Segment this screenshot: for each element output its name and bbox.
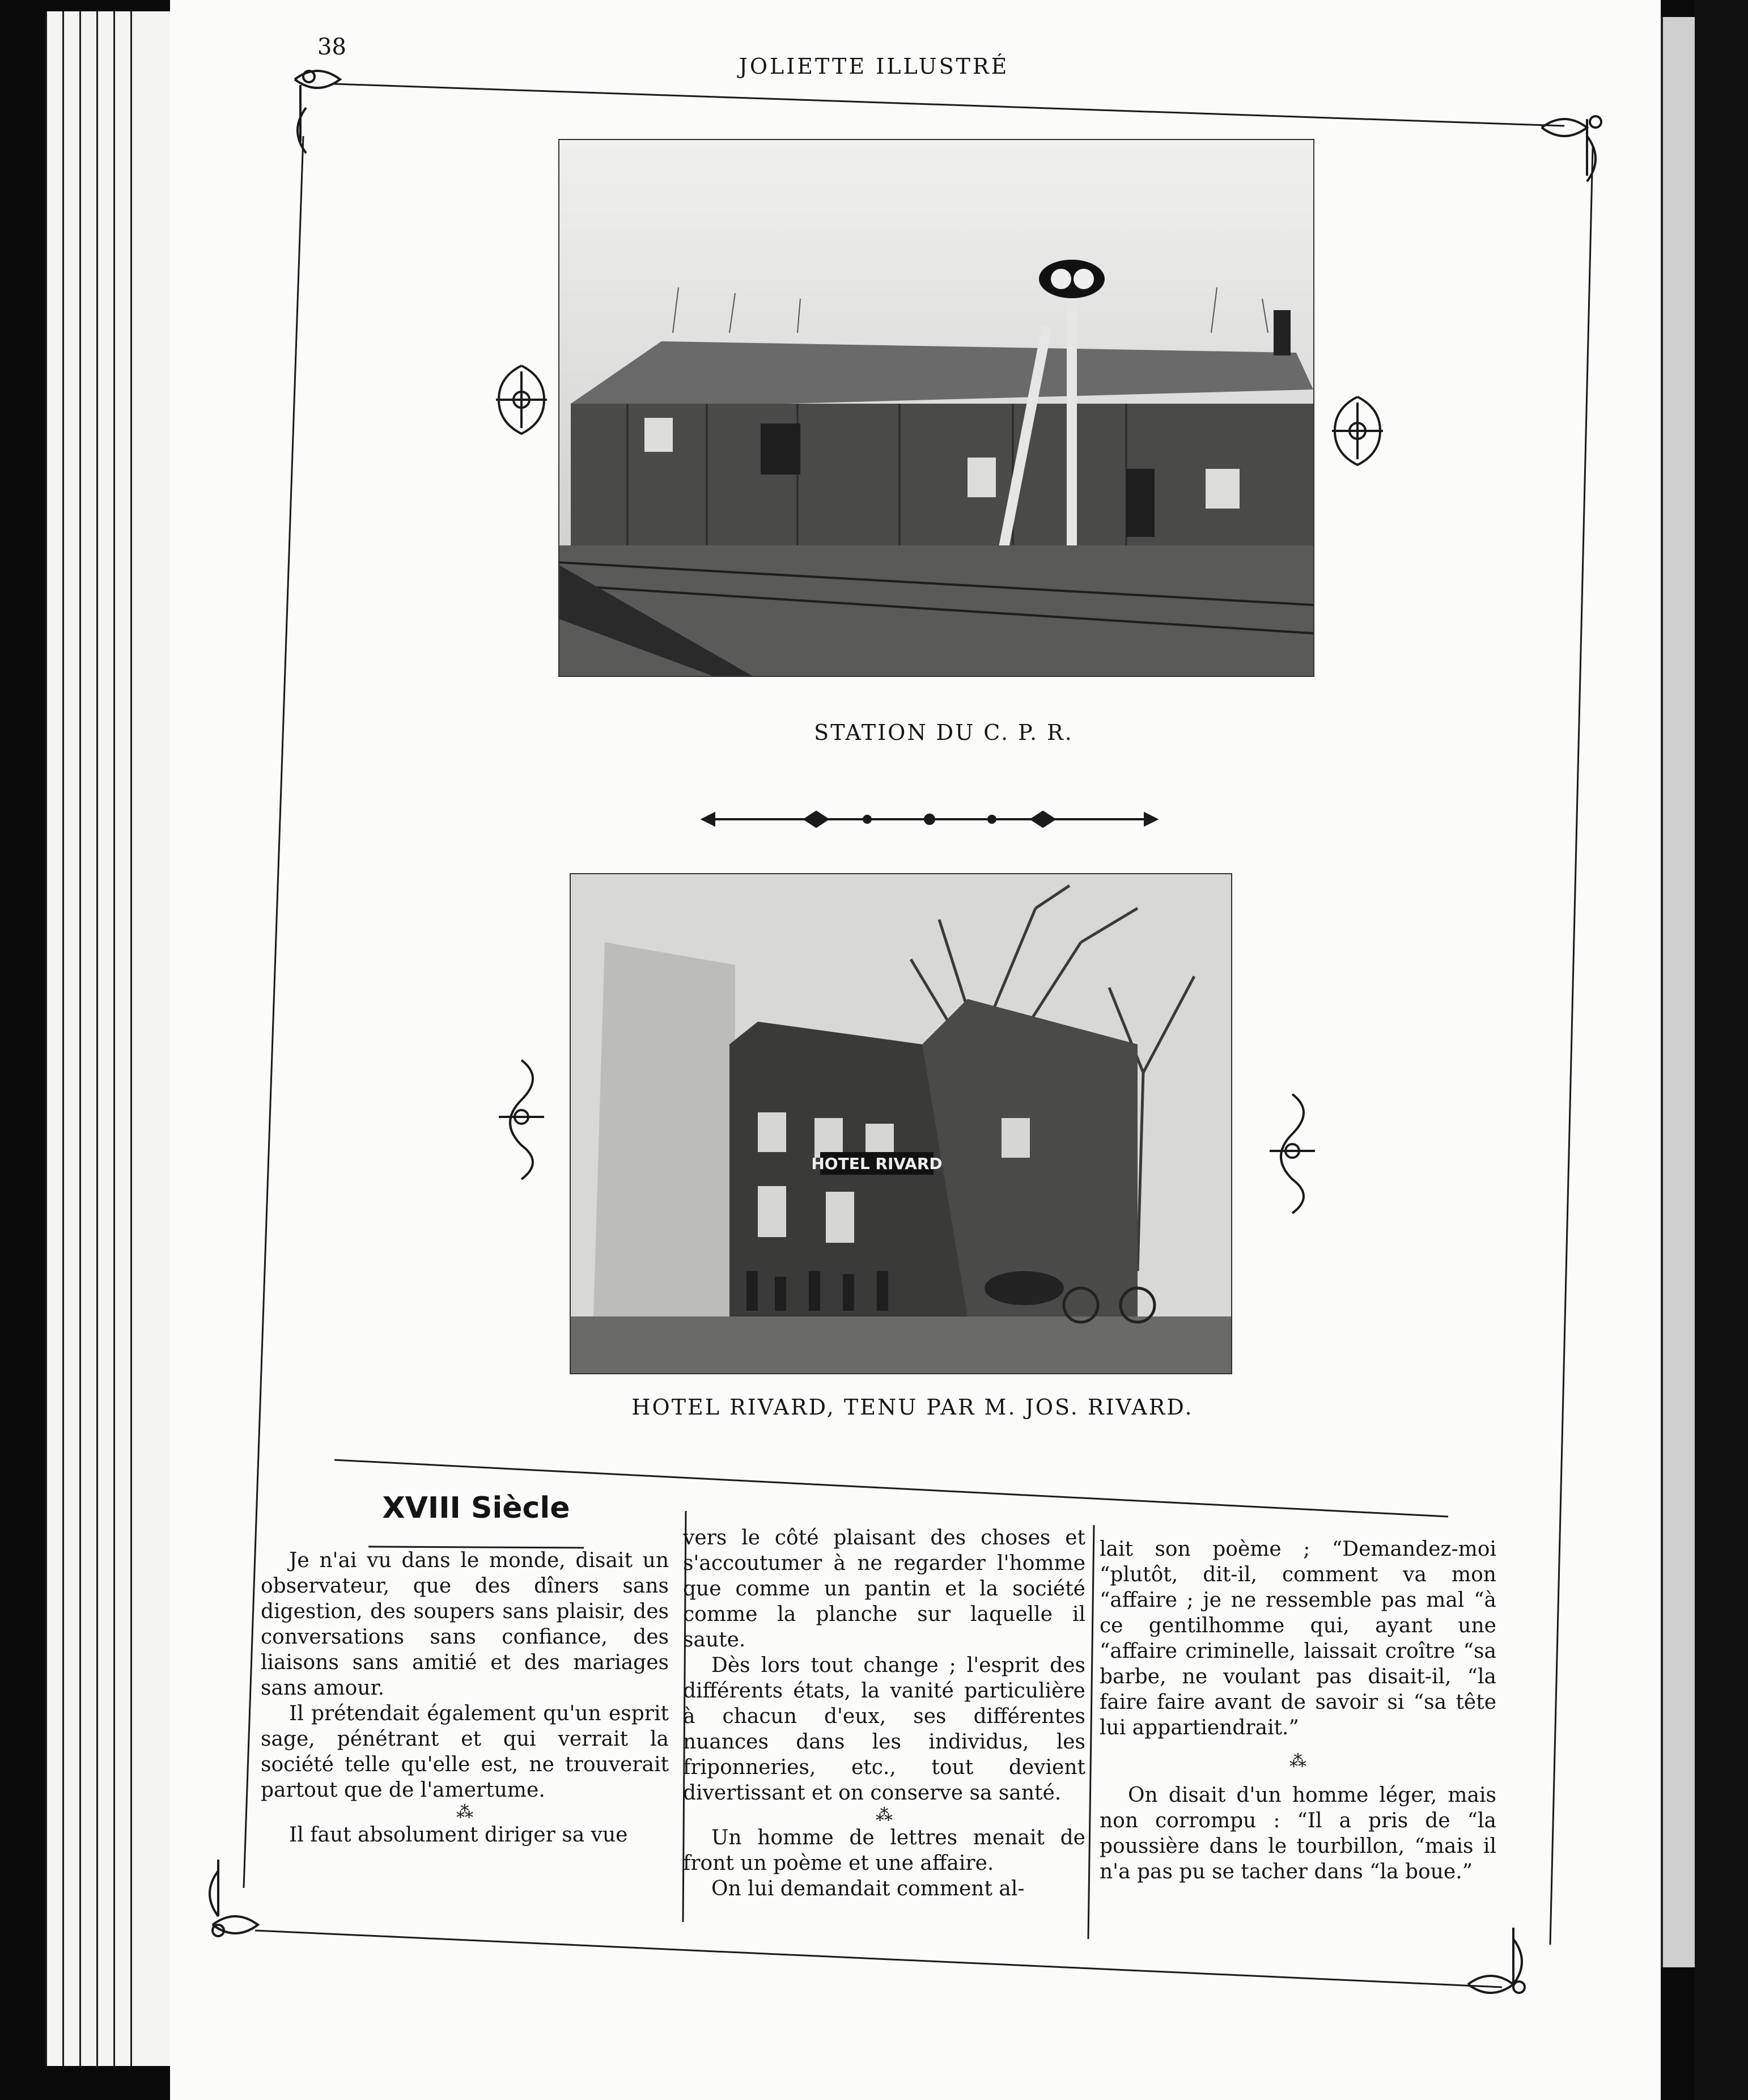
- asterism: ⁂: [456, 1802, 473, 1822]
- page-number: 38: [317, 34, 346, 60]
- paragraph: On disait d'un homme léger, mais non corrompu : “Il a pris de “la poussière dans le tourbillon, “mais il n'a pas pu se tacher dans “la boue.”: [1100, 1784, 1496, 1883]
- paragraph: Dès lors tout change ; l'esprit des différents états, la vanité particulière à chacun d'eux, ses différentes nuances dans les individus, les friponneries, etc., tout devient divertissant et on conserve sa santé.: [683, 1654, 1085, 1805]
- hotel-sign: HOTEL RIVARD: [811, 1154, 943, 1173]
- article-title: XVIII Siècle: [382, 1491, 570, 1525]
- article-column-3: [1100, 1536, 1496, 1885]
- article-column-1: [261, 1548, 669, 1848]
- paragraph: Il faut absolument diriger sa vue: [289, 1823, 628, 1847]
- asterism: ⁂: [1289, 1751, 1306, 1771]
- paragraph: Un homme de lettres menait de front un poème et une affaire.: [683, 1826, 1085, 1875]
- article-column-2: [683, 1525, 1085, 1902]
- running-title: JOLIETTE ILLUSTRÉ: [739, 54, 1009, 79]
- paragraph: On lui demandait comment al-: [711, 1877, 1025, 1900]
- hotel-caption: HOTEL RIVARD, TENU PAR M. JOS. RIVARD.: [631, 1395, 1194, 1420]
- station-caption: STATION DU C. P. R.: [814, 720, 1074, 745]
- paragraph: Je n'ai vu dans le monde, disait un observateur, que des dîners sans digestion, des soupers sans plaisir, des conversations sans confiance, des liaisons sans amitié et des mariages sans amour.: [261, 1549, 669, 1700]
- paragraph: vers le côté plaisant des choses et s'accoutumer à ne regarder l'homme que comme un pantin et la société comme la planche sur laquelle il saute.: [683, 1526, 1085, 1652]
- paragraph: lait son poème ; “Demandez-moi “plutôt, dit-il, comment va mon “affaire ; je ne ressemble pas mal “à ce gentilhomme qui, ayant une “affaire criminelle, laissait croître “sa barbe, ne voulant pas disait-il, “la faire faire avant de savoir si “sa tête lui appartiendrait.”: [1100, 1538, 1496, 1739]
- paragraph: Il prétendait également qu'un esprit sage, pénétrant et qui verrait la société telle qu'elle est, ne trouverait partout que de l'amertume.: [261, 1702, 669, 1802]
- asterism: ⁂: [876, 1805, 893, 1825]
